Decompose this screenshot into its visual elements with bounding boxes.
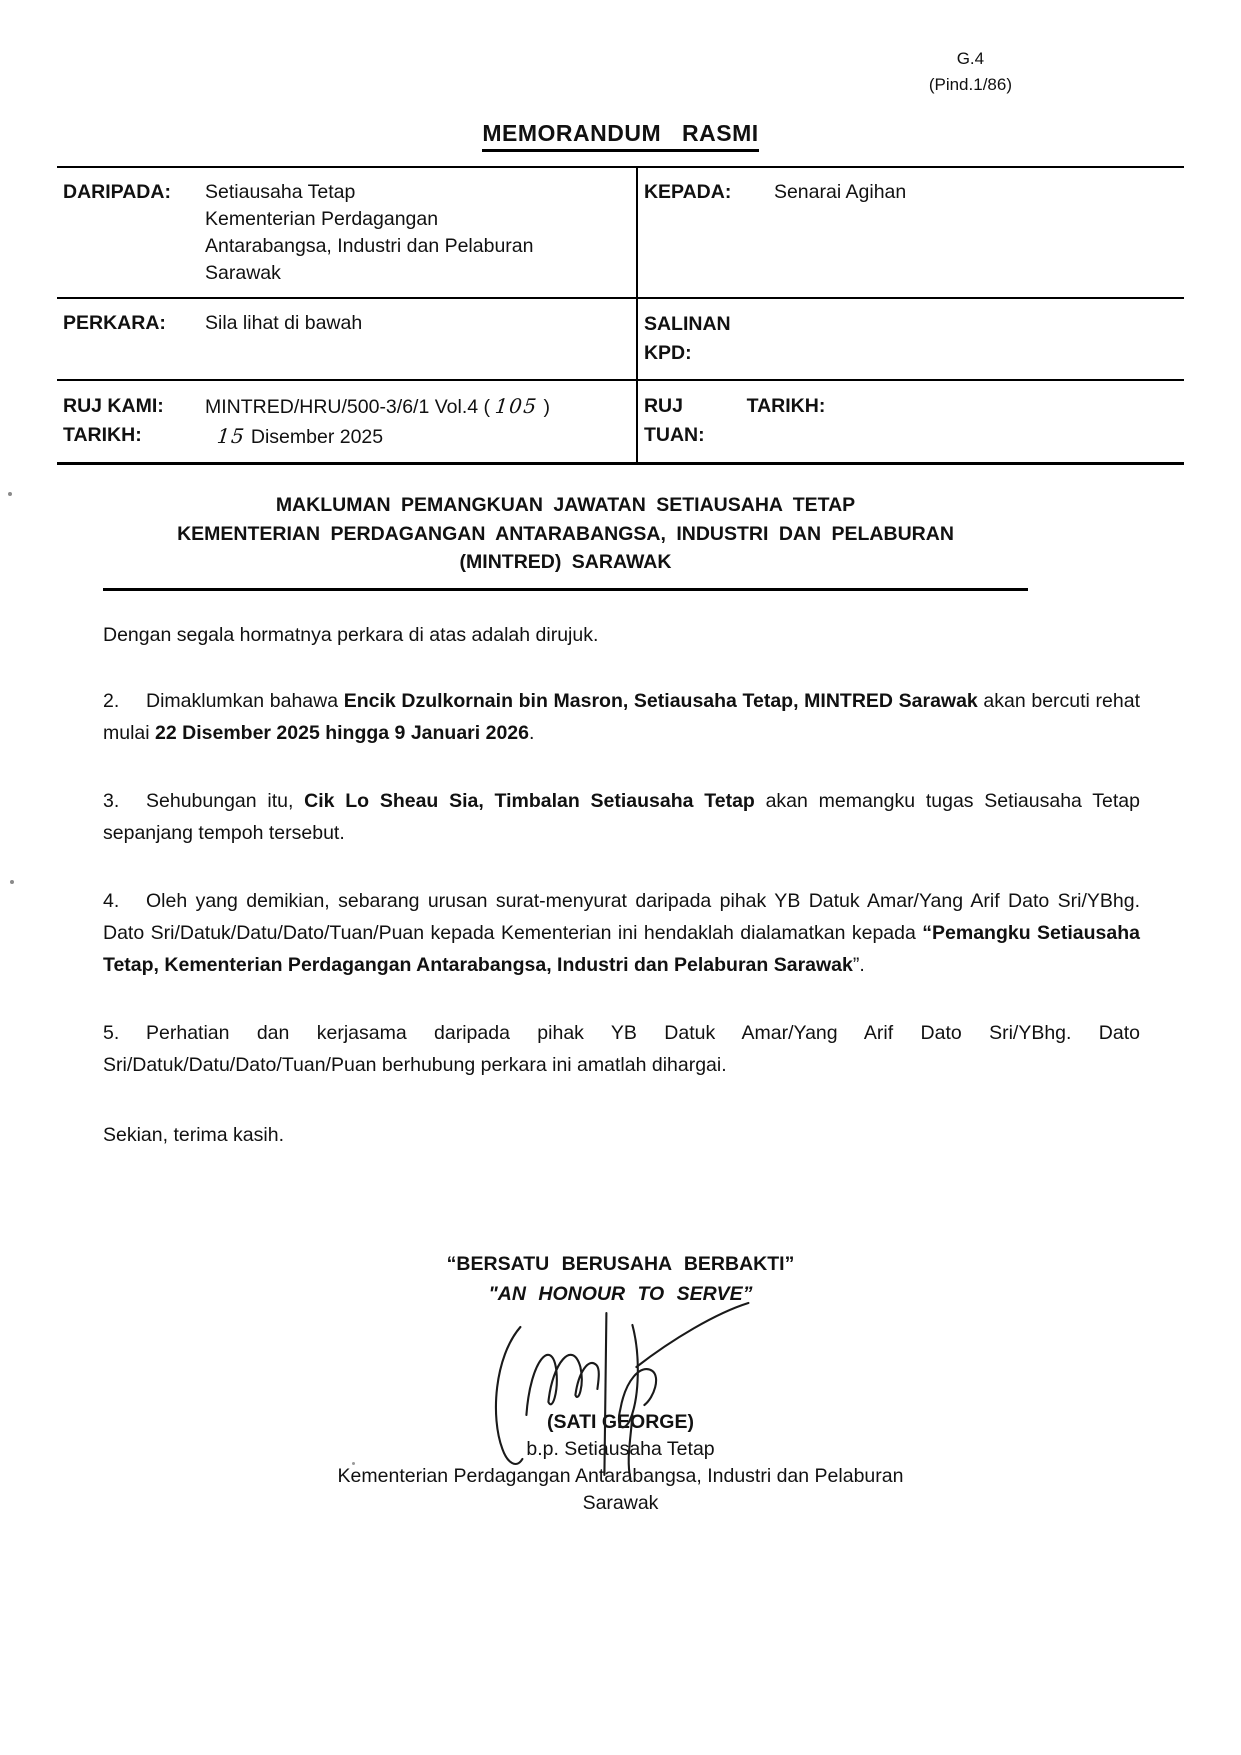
signature-block [57, 1309, 1184, 1517]
scan-artifact-dot [8, 492, 12, 496]
ruj-kami-value: MINTRED/HRU/500-3/6/1 Vol.4 ( 105 ) [205, 392, 550, 422]
perkara-label: PERKARA: [63, 312, 166, 334]
form-code-block [929, 46, 1012, 98]
daripada-value: Setiausaha Tetap Kementerian Perdagangan Antarabangsa, Industri dan Pelaburan Sarawak [205, 181, 534, 284]
perkara-value: Sila lihat di bawah [205, 312, 363, 334]
tarikh-value: 15 Disember 2025 [205, 422, 550, 452]
motto-malay: “BERSATU BERUSAHA BERBAKTI” [446, 1252, 795, 1275]
paragraph-2: 2. Dimaklumkan bahawa Encik Dzulkornain bin Masron, Setiausaha Tetap, MINTRED Sarawak akan bercuti rehat mulai 22 Disember 2025 hingga 9 Januari 2026. [103, 685, 1140, 749]
memo-body [57, 621, 1184, 1149]
perkara-cell [57, 298, 637, 380]
ruj-kami-tarikh-labels: RUJ KAMI: TARIKH: [63, 395, 164, 446]
subject-line-1: MAKLUMAN PEMANGKUAN JAWATAN SETIAUSAHA TETAP [275, 494, 856, 516]
ruj-tuan-cell [637, 380, 1184, 464]
memo-header-table [57, 166, 1184, 465]
signatory-name: (SATI GEORGE) [547, 1410, 694, 1433]
motto-english: "AN HONOUR TO SERVE” [488, 1282, 753, 1305]
paragraph-3: 3. Sehubungan itu, Cik Lo Sheau Sia, Timbalan Setiausaha Tetap akan memangku tugas Setiausaha Tetap sepanjang tempoh tersebut. [103, 785, 1140, 849]
handwritten-folio-number: 105 [494, 394, 540, 418]
signatory-org-line: Kementerian Perdagangan Antarabangsa, Industri dan Pelaburan [337, 1464, 904, 1487]
opening-paragraph: Dengan segala hormatnya perkara di atas adalah dirujuk. [103, 623, 599, 646]
paragraph-2-number: 2. [103, 689, 120, 712]
scan-artifact-dot [352, 1462, 355, 1465]
table-row-ruj-tarikh [57, 380, 1184, 464]
kepada-value: Senarai Agihan [773, 181, 907, 203]
subject-heading [103, 491, 1028, 591]
closing-line: Sekian, terima kasih. [103, 1123, 284, 1146]
paragraph-4-number: 4. [103, 889, 120, 912]
title-wrap [57, 120, 1184, 152]
page-title: MEMORANDUM RASMI [482, 120, 758, 152]
paragraph-4: 4. Oleh yang demikian, sebarang urusan surat-menyurat daripada pihak YB Datuk Amar/Yang Arif Dato Sri/YBhg. Dato Sri/Datuk/Datu/Dato/Tuan/Puan kepada Kementerian ini hendaklah dialamatkan kepada “Pemangku Setiausaha Tetap, Kementerian Perdagangan Antarabangsa, Industri dan Pelaburan Sarawak”. [103, 885, 1140, 981]
paragraph-5: 5. Perhatian dan kerjasama daripada pihak YB Datuk Amar/Yang Arif Dato Sri/YBhg. Dato Sri/Datuk/Datu/Dato/Tuan/Puan berhubung perkara ini amatlah dihargai. [103, 1017, 1140, 1081]
paragraph-5-number: 5. [103, 1021, 120, 1044]
table-row-perkara-salinan [57, 298, 1184, 380]
salinan-label: SALINAN KPD: [643, 313, 731, 364]
salinan-cell [637, 298, 1184, 380]
kepada-label: KEPADA: [643, 181, 732, 203]
daripada-label: DARIPADA: [63, 181, 171, 203]
scan-artifact-dot [10, 880, 14, 884]
motto-block [57, 1249, 1184, 1309]
signatory-bp-line: b.p. Setiausaha Tetap [526, 1437, 715, 1460]
form-code: G.4 [956, 49, 985, 68]
subject-line-3: (MINTRED) SARAWAK [459, 551, 672, 573]
ruj-kami-tarikh-values [205, 392, 550, 452]
form-revision: (Pind.1/86) [928, 75, 1012, 94]
handwritten-day: 15 [215, 424, 247, 448]
kepada-cell [637, 167, 1184, 298]
paragraph-3-number: 3. [103, 789, 120, 812]
subject-line-2: KEMENTERIAN PERDAGANGAN ANTARABANGSA, INDUSTRI DAN PELABURAN [177, 522, 954, 545]
tarikh-right-label: TARIKH: [746, 395, 826, 417]
daripada-cell [57, 167, 637, 298]
table-row-daripada-kepada [57, 167, 1184, 298]
signatory-state-line: Sarawak [582, 1491, 659, 1514]
ruj-kami-cell [57, 380, 637, 464]
ruj-tuan-label: RUJ TUAN: [643, 395, 705, 446]
